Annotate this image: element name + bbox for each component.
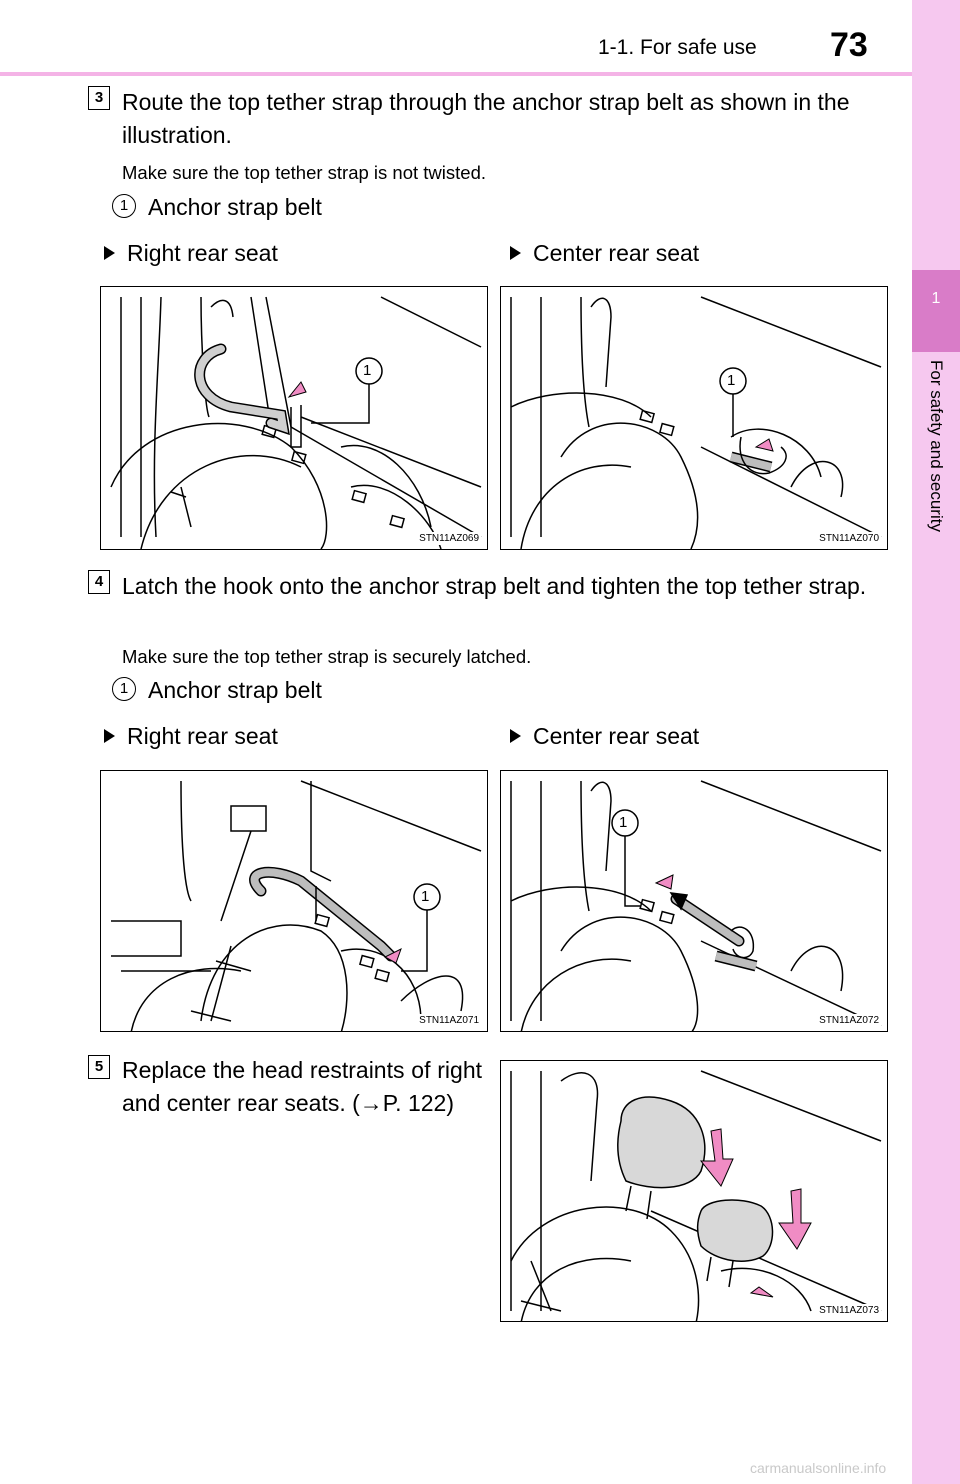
figure-heading: Right rear seat [104,240,278,267]
step-number: 5 [88,1055,110,1079]
side-tab-label: For safety and security [927,360,946,532]
figure-code: STN11AZ070 [819,533,879,544]
triangle-bullet-icon [510,246,521,260]
figure-callout-number: 1 [727,372,736,389]
side-tab-chapter-box [912,270,960,352]
callout-number: 1 [112,677,136,701]
illustration-head-restraints [500,1060,888,1322]
step-note: Make sure the top tether strap is securely latched. [122,646,532,667]
figure-code: STN11AZ072 [819,1015,879,1026]
step-text: Route the top tether strap through the anchor strap belt as shown in the illustration. [122,89,850,148]
figure-callout-number: 1 [363,362,372,379]
figure-code: STN11AZ071 [419,1015,479,1026]
step-number: 3 [88,86,110,110]
figure-heading: Right rear seat [104,723,278,750]
side-tab-chapter: 1 [931,290,941,307]
figure-code: STN11AZ069 [419,533,479,544]
triangle-bullet-icon [510,729,521,743]
step-number: 4 [88,570,110,594]
callout-number: 1 [112,194,136,218]
figure-callout-number: 1 [421,888,430,905]
callout-label: Anchor strap belt [148,677,322,703]
figure-heading: Center rear seat [510,723,699,750]
illustration-right-rear-seat [100,770,488,1032]
callout-label: Anchor strap belt [148,194,322,220]
step-text: Replace the head restraints of right and center rear seats. (→P. 122) [122,1057,482,1116]
page-number: 73 [830,26,868,64]
figure-callout-number: 1 [619,814,628,831]
header-rule [0,72,912,76]
illustration-right-rear-seat [100,286,488,550]
illustration-center-rear-seat [500,770,888,1032]
triangle-bullet-icon [104,246,115,260]
step-note: Make sure the top tether strap is not twisted. [122,162,487,183]
figure-heading: Center rear seat [510,240,699,267]
figure-code: STN11AZ073 [819,1305,879,1316]
watermark: carmanualsonline.info [750,1460,887,1476]
illustration-center-rear-seat [500,286,888,550]
triangle-bullet-icon [104,729,115,743]
section-title: 1-1. For safe use [598,36,757,59]
step-text: Latch the hook onto the anchor strap belt and tighten the top tether strap. [122,573,867,599]
side-tab [912,0,960,1484]
